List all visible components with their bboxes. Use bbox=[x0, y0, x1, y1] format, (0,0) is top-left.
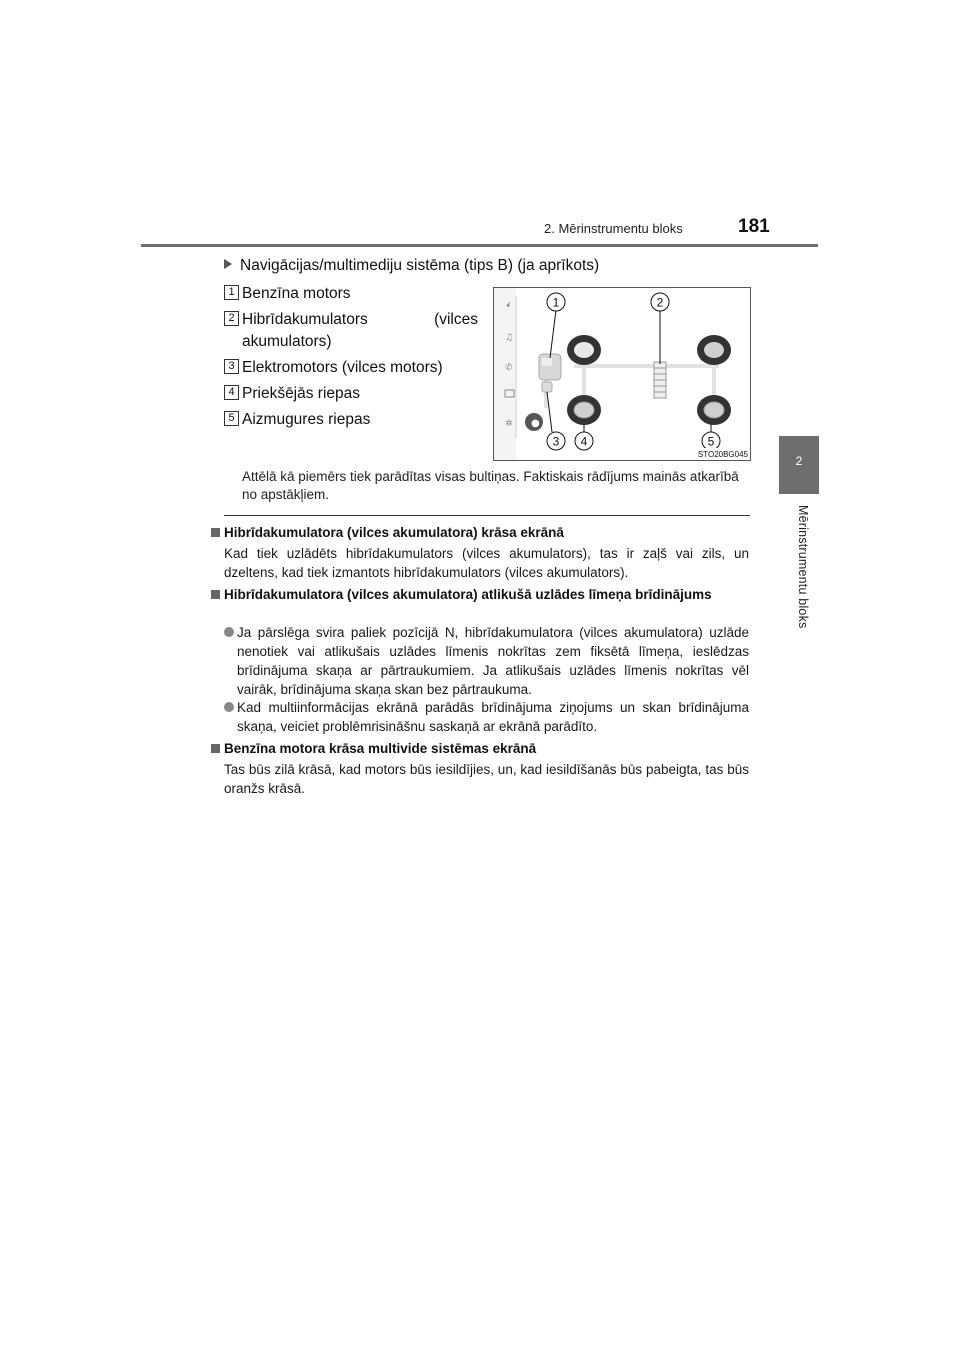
running-header-section: 2. Mērinstrumentu bloks bbox=[544, 221, 683, 236]
svg-text:●: ● bbox=[531, 418, 540, 429]
icon-strip bbox=[494, 288, 516, 460]
legend-text-2 bbox=[242, 309, 478, 353]
section-heading-1 bbox=[211, 523, 749, 542]
header-rule bbox=[141, 244, 818, 247]
circle-bullet-icon bbox=[224, 627, 234, 637]
triangle-bullet-icon bbox=[224, 259, 232, 269]
section-2-bullet-2: Kad multiinformācijas ekrānā parādās brīdinājuma ziņojums un skan brīdinājuma skaņa, veiciet problēmrisināšnu saskaņā ar ekrānā parādīto. bbox=[237, 700, 749, 734]
rear-left-wheel-icon bbox=[697, 335, 731, 365]
legend-text-1: Benzīna motors bbox=[242, 285, 351, 302]
front-right-wheel-icon bbox=[567, 395, 601, 425]
callout-1 bbox=[547, 293, 565, 311]
callout-3-label: 3 bbox=[552, 434, 560, 449]
legend-text-4: Priekšējās riepas bbox=[242, 385, 361, 402]
energy-monitor-illustration bbox=[494, 288, 750, 460]
section-heading-1-text: Hibrīdakumulatora (vilces akumulatora) krāsa ekrānā bbox=[224, 525, 564, 540]
legend-text-3: Elektromotors (vilces motors) bbox=[242, 359, 443, 376]
section-paragraph-3: Tas būs zilā krāsā, kad motors būs iesildījies, un, kad iesildīšanās būs pabeigta, tas būs oranžs krāsā. bbox=[224, 762, 749, 796]
legend-number-5: 5 bbox=[224, 411, 239, 426]
motor-icon bbox=[542, 382, 552, 392]
legend-number-1: 1 bbox=[224, 285, 239, 300]
legend-text-5: Aizmugures riepas bbox=[242, 411, 371, 428]
chapter-tab-label: Mērinstrumentu bloks bbox=[796, 505, 810, 629]
square-bullet-icon bbox=[211, 744, 220, 753]
rear-right-wheel-icon bbox=[697, 395, 731, 425]
subheading-text: Navigācijas/multimediju sistēma (tips B) (ja aprīkots) bbox=[240, 257, 600, 274]
square-bullet-icon bbox=[211, 528, 220, 537]
battery-icon bbox=[654, 362, 666, 398]
legend-text-2-line: Hibrīdakumulators (vilces akumulators) bbox=[242, 311, 478, 350]
callout-4 bbox=[575, 432, 593, 450]
phone-icon: ✆ bbox=[505, 363, 513, 373]
section-heading-2-text: Hibrīdakumulatora (vilces akumulatora) atlikušā uzlādes līmeņa brīdinājums bbox=[224, 587, 712, 602]
energy-monitor-figure bbox=[493, 287, 751, 461]
legend-number-2: 2 bbox=[224, 311, 239, 326]
section-heading-3 bbox=[211, 739, 749, 758]
circle-bullet-icon bbox=[224, 702, 234, 712]
legend-number-4: 4 bbox=[224, 385, 239, 400]
front-left-wheel-icon bbox=[567, 335, 601, 365]
callout-3 bbox=[547, 432, 565, 450]
music-icon: ♫ bbox=[505, 333, 514, 343]
subheading bbox=[224, 257, 599, 275]
section-paragraph-1: Kad tiek uzlādēts hibrīdakumulators (vilces akumulators), tas ir zaļš vai zils, un dzeltens, kad tiek izmantots hibrīdakumulators (vilces akumulators). bbox=[224, 546, 749, 580]
callout-5-label: 5 bbox=[707, 434, 715, 449]
callout-2 bbox=[651, 293, 669, 311]
section-heading-3-text: Benzīna motora krāsa multivide sistēmas ekrānā bbox=[224, 741, 537, 756]
figure-caption: Attēlā kā piemērs tiek parādītas visas bultiņas. Faktiskais rādījums mainās atkarībā no apstākļiem. bbox=[242, 469, 739, 502]
legend-number-3: 3 bbox=[224, 359, 239, 374]
square-bullet-icon bbox=[211, 590, 220, 599]
callout-5 bbox=[702, 432, 720, 450]
section-heading-2 bbox=[211, 585, 749, 604]
callout-2-label: 2 bbox=[656, 295, 664, 310]
callout-1-label: 1 bbox=[552, 295, 560, 310]
section-divider bbox=[224, 515, 750, 516]
callout-4-label: 4 bbox=[580, 434, 588, 449]
section-2-bullet-1: Ja pārslēga svira paliek pozīcijā N, hibrīdakumulatora (vilces akumulatora) uzlāde nenotiek vai atlikušais uzlādes līmenis nokrītas zem fiksētā līmeņa, ieslēdzas brīdinājuma skaņa ar pārtraukumiem. Ja atlikušais uzlādes līmenis nokrītas vēl vairāk, brīdinājuma skaņa skan bez pārtraukuma. bbox=[237, 625, 749, 697]
chapter-tab bbox=[779, 436, 819, 494]
page-number: 181 bbox=[738, 216, 770, 237]
chapter-tab-number: 2 bbox=[795, 454, 803, 468]
figure-code: STO20BG045 bbox=[697, 450, 748, 459]
gear-icon: ✲ bbox=[505, 419, 513, 429]
